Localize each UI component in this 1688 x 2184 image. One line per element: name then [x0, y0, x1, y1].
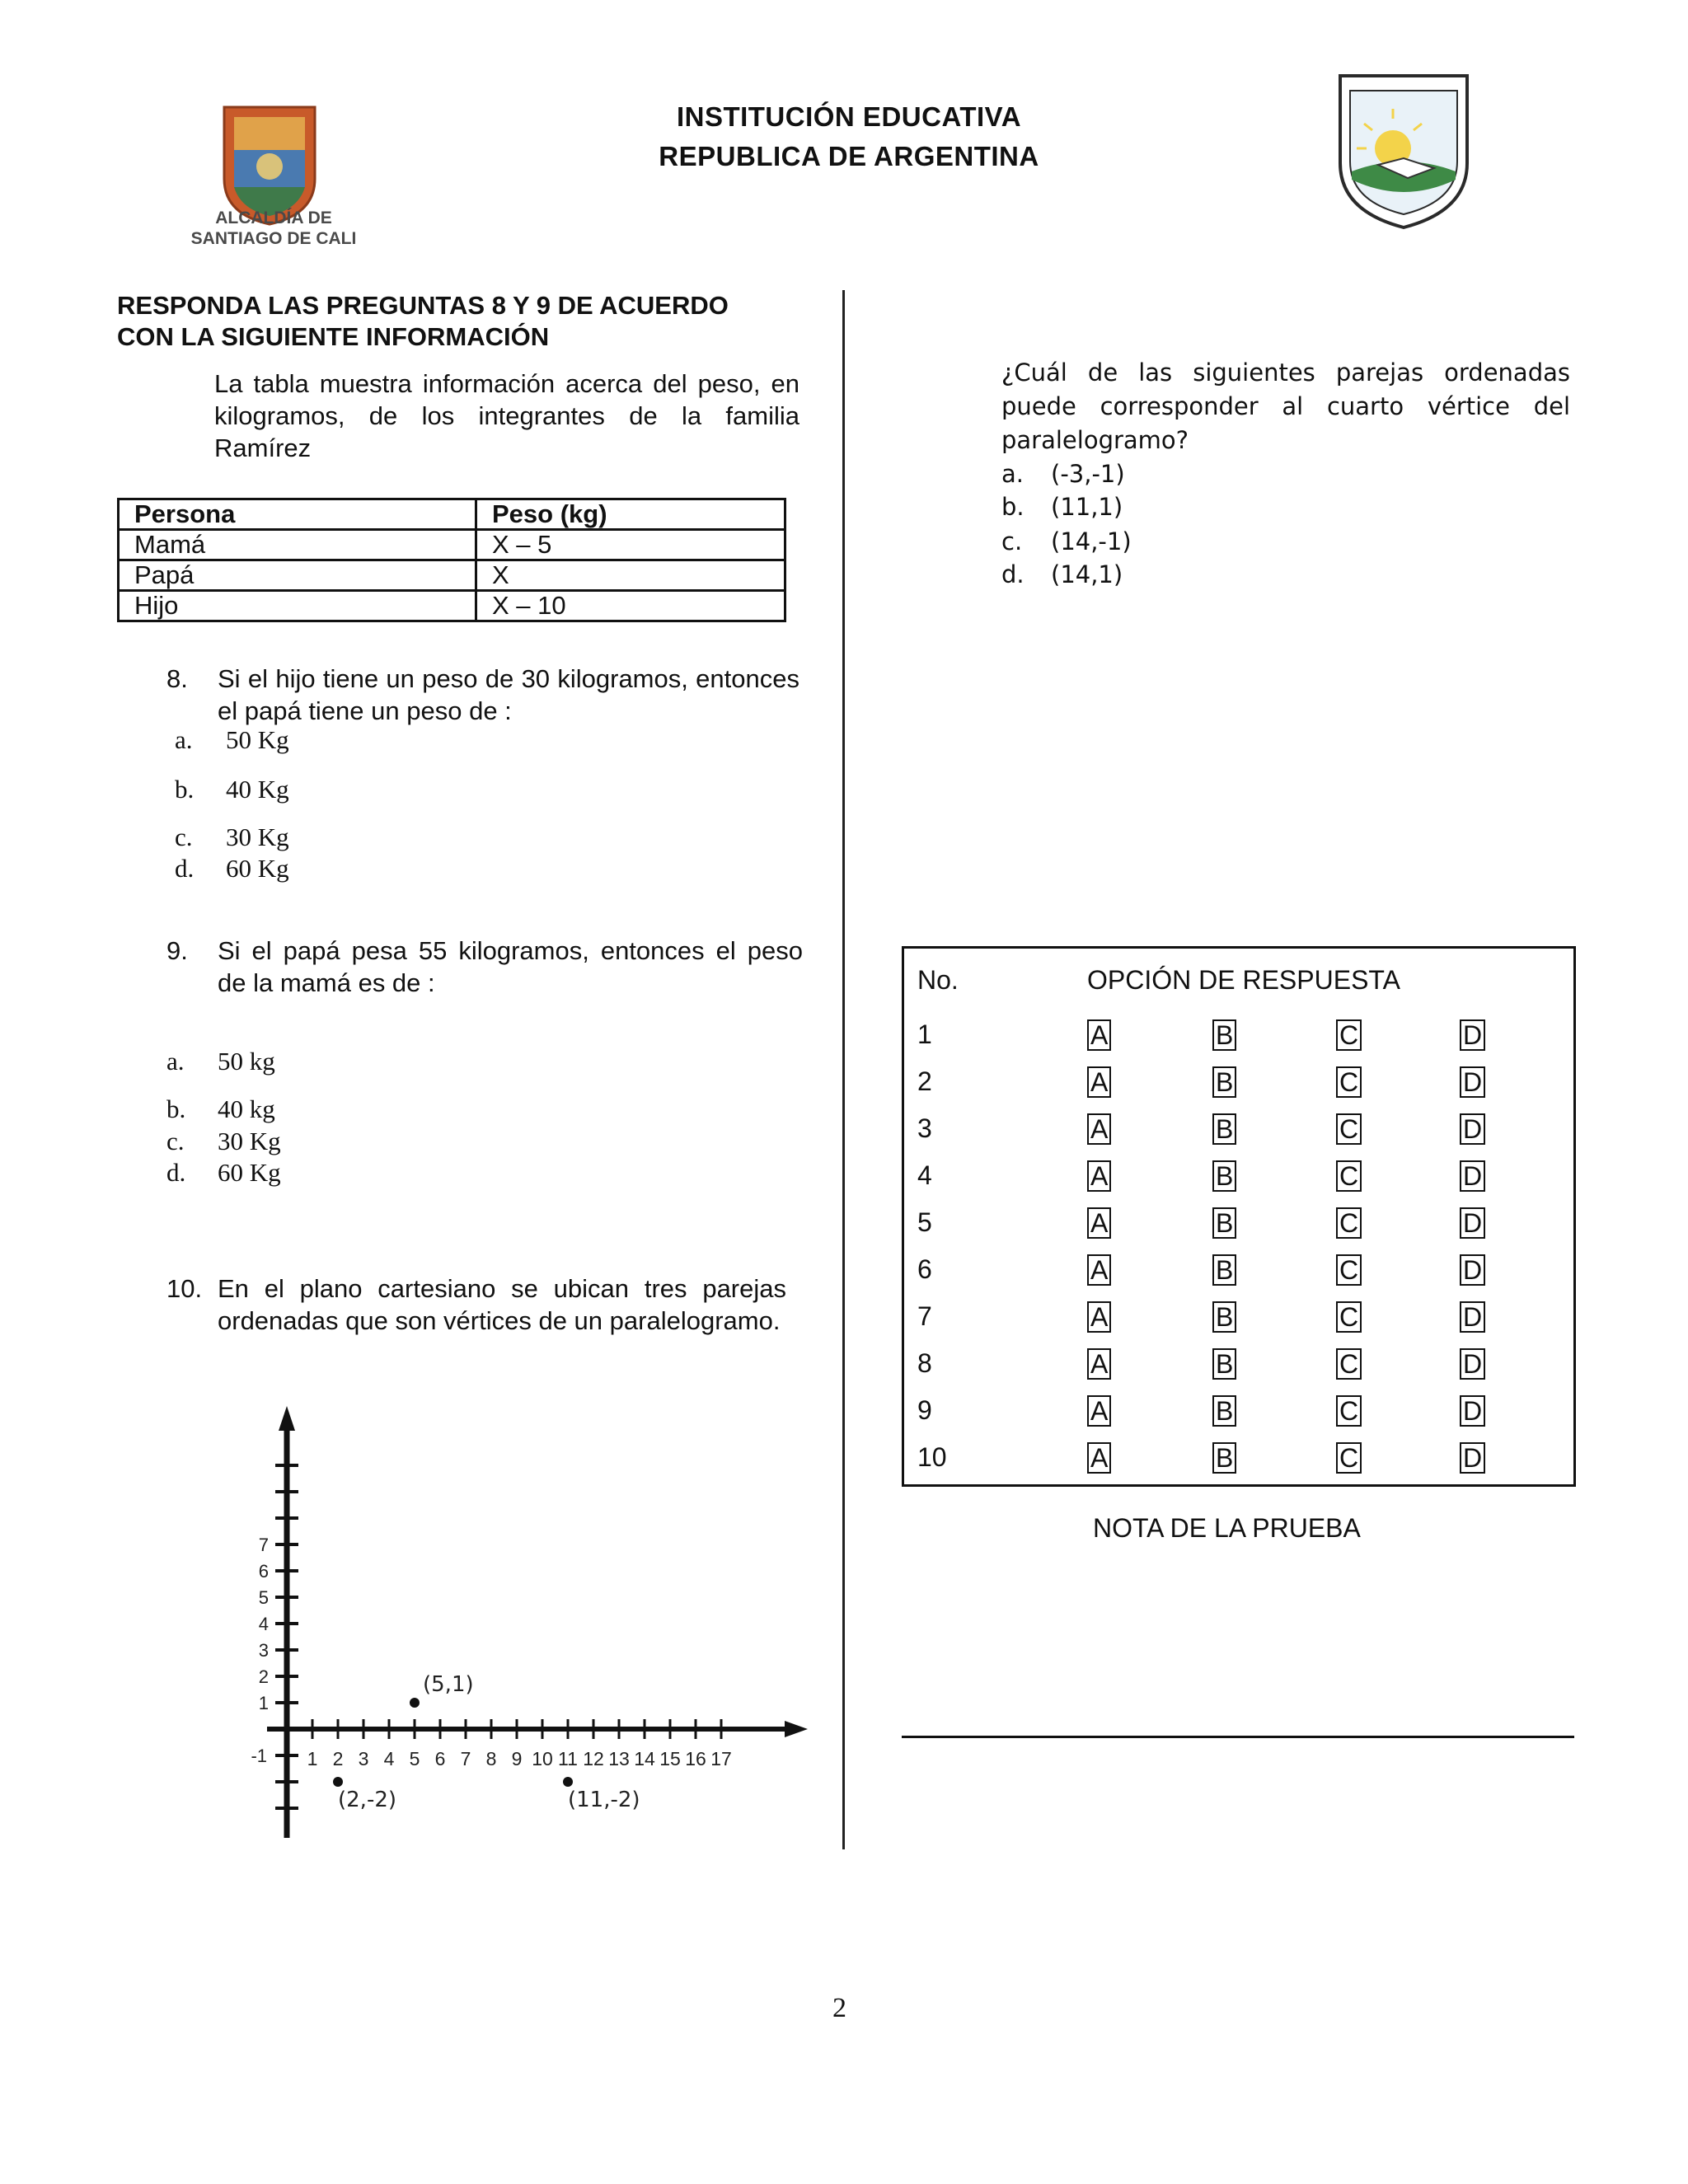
answer-choice-d[interactable]: D [1460, 1301, 1485, 1333]
option-9b[interactable] [166, 1094, 275, 1124]
question-number: 9. [166, 936, 188, 965]
answer-choice-d[interactable]: D [1460, 1207, 1485, 1239]
data-points [333, 1672, 640, 1812]
answer-choice-c[interactable]: C [1336, 1442, 1362, 1474]
option-10c[interactable] [1001, 527, 1132, 555]
x-tick-label: 7 [460, 1748, 471, 1769]
answer-row-number: 6 [917, 1254, 932, 1284]
column-header-options: OPCIÓN DE RESPUESTA [1087, 965, 1400, 995]
answer-choice-a[interactable]: A [1087, 1113, 1111, 1145]
option-text: 30 Kg [218, 1127, 281, 1155]
grade-line [902, 1736, 1574, 1738]
answer-row-number: 7 [917, 1301, 932, 1331]
answer-choice-b[interactable]: B [1212, 1207, 1236, 1239]
option-10d[interactable] [1001, 560, 1123, 588]
answer-choice-b[interactable]: B [1212, 1113, 1236, 1145]
answer-choice-c[interactable]: C [1336, 1301, 1362, 1333]
answer-choice-b[interactable]: B [1212, 1160, 1236, 1192]
answer-choice-d[interactable]: D [1460, 1160, 1485, 1192]
answer-choice-a[interactable]: A [1087, 1442, 1111, 1474]
answer-choice-a[interactable]: A [1087, 1019, 1111, 1051]
answer-choice-c[interactable]: C [1336, 1019, 1362, 1051]
table-cell: X [476, 560, 785, 591]
answer-choice-d[interactable]: D [1460, 1019, 1485, 1051]
option-letter: c. [175, 823, 193, 851]
question-number: 10. [166, 1274, 203, 1303]
answer-row-number: 2 [917, 1066, 932, 1096]
option-letter: b. [1001, 493, 1025, 521]
option-text: 30 Kg [226, 823, 289, 851]
option-text: 60 Kg [226, 854, 289, 883]
option-text: (14,-1) [1051, 527, 1132, 555]
table-header-cell: Persona [119, 499, 476, 530]
x-tick-label: 6 [434, 1748, 446, 1769]
axes [267, 1406, 808, 1838]
option-text: (14,1) [1051, 560, 1123, 588]
x-tick-label: 4 [383, 1748, 395, 1769]
y-tick-label: 6 [258, 1561, 269, 1582]
weight-table [117, 498, 786, 622]
answer-choice-a[interactable]: A [1087, 1207, 1111, 1239]
option-9a[interactable] [166, 1047, 275, 1076]
option-text: (11,1) [1051, 493, 1123, 521]
data-point-label: (2,-2) [338, 1788, 397, 1812]
answer-choice-c[interactable]: C [1336, 1160, 1362, 1192]
answer-choice-c[interactable]: C [1336, 1395, 1362, 1427]
y-tick-label: 4 [258, 1614, 269, 1634]
data-point [563, 1777, 573, 1787]
x-tick-label: 13 [608, 1748, 630, 1769]
y-axis-arrow [279, 1406, 295, 1431]
option-letter: c. [166, 1127, 185, 1155]
answer-sheet [902, 946, 1576, 1487]
x-tick-label: 9 [511, 1748, 523, 1769]
option-letter: d. [166, 1158, 186, 1187]
option-text: 40 kg [218, 1094, 275, 1123]
x-tick-label: 2 [332, 1748, 344, 1769]
question-text: Si el hijo tiene un peso de 30 kilogramos, entonces el papá tiene un peso de : [218, 664, 799, 725]
y-tick-label: 2 [258, 1666, 269, 1687]
table-row [119, 530, 785, 560]
answer-choice-d[interactable]: D [1460, 1113, 1485, 1145]
option-letter: d. [1001, 560, 1025, 588]
answer-row-number: 4 [917, 1160, 932, 1190]
answer-choice-a[interactable]: A [1087, 1348, 1111, 1380]
option-letter: b. [166, 1094, 186, 1123]
option-letter: a. [166, 1047, 185, 1076]
y-tick-label: 3 [258, 1640, 269, 1661]
x-tick-label: 11 [558, 1748, 578, 1769]
answer-choice-a[interactable]: A [1087, 1254, 1111, 1286]
title-line1: INSTITUCIÓN EDUCATIVA [676, 101, 1022, 132]
x-tick-label: 3 [358, 1748, 369, 1769]
table-header-cell: Peso (kg) [476, 499, 785, 530]
intro-paragraph: La tabla muestra información acerca del peso, en kilogramos, de los integrantes de la familia Ramírez [214, 369, 799, 462]
option-letter: d. [175, 854, 195, 883]
x-tick-label: 8 [485, 1748, 497, 1769]
answer-choice-c[interactable]: C [1336, 1254, 1362, 1286]
question-number: 8. [166, 664, 188, 693]
answer-choice-a[interactable]: A [1087, 1066, 1111, 1098]
x-tick-label: 15 [659, 1748, 681, 1769]
y-tick-label: 5 [258, 1587, 269, 1608]
option-9d[interactable] [166, 1158, 281, 1188]
x-tick-label: 5 [409, 1748, 420, 1769]
y-tick-label: 1 [258, 1693, 269, 1713]
question-text: Si el papá pesa 55 kilogramos, entonces el peso de la mamá es de : [218, 936, 803, 997]
institution-title [593, 97, 1104, 176]
answer-choice-b[interactable]: B [1212, 1254, 1236, 1286]
answer-choice-b[interactable]: B [1212, 1442, 1236, 1474]
answer-choice-c[interactable]: C [1336, 1066, 1362, 1098]
x-tick-label: 14 [634, 1748, 655, 1769]
option-letter: a. [175, 725, 193, 754]
table-row [119, 560, 785, 591]
table-cell: Mamá [119, 530, 476, 560]
option-8c[interactable] [175, 823, 289, 852]
y-tick-label: 7 [258, 1535, 269, 1555]
option-text: 50 Kg [226, 725, 289, 754]
option-10a[interactable] [1001, 460, 1125, 488]
option-letter: b. [175, 775, 195, 804]
answer-choice-d[interactable]: D [1460, 1348, 1485, 1380]
answer-choice-d[interactable]: D [1460, 1395, 1485, 1427]
answer-row-number: 5 [917, 1207, 932, 1237]
table-cell: Hijo [119, 591, 476, 621]
column-divider [842, 290, 845, 1849]
option-text: 60 Kg [218, 1158, 281, 1187]
option-letter: c. [1001, 527, 1023, 555]
answer-choice-d[interactable]: D [1460, 1442, 1485, 1474]
option-text: (-3,-1) [1051, 460, 1125, 488]
column-header-no: No. [917, 965, 959, 995]
answer-choice-a[interactable]: A [1087, 1395, 1111, 1427]
option-9c[interactable] [166, 1127, 281, 1156]
answer-choice-c[interactable]: C [1336, 1207, 1362, 1239]
x-tick-label: 12 [583, 1748, 604, 1769]
section-heading [117, 290, 803, 353]
data-point [410, 1698, 420, 1708]
x-tick-label: 16 [685, 1748, 706, 1769]
answer-choice-b[interactable]: B [1212, 1348, 1236, 1380]
answer-choice-b[interactable]: B [1212, 1019, 1236, 1051]
answer-choice-b[interactable]: B [1212, 1301, 1236, 1333]
option-8b[interactable] [175, 775, 289, 804]
data-point-label: (11,-2) [568, 1788, 640, 1812]
alcaldia-logo [175, 101, 373, 257]
answer-row-number: 3 [917, 1113, 932, 1143]
answer-choice-c[interactable]: C [1336, 1113, 1362, 1145]
option-text: 40 Kg [226, 775, 289, 804]
x-tick-label: 1 [307, 1748, 318, 1769]
table-cell: X – 10 [476, 591, 785, 621]
answer-row-number: 9 [917, 1395, 932, 1425]
answer-row-number: 1 [917, 1019, 932, 1049]
answer-choice-d[interactable]: D [1460, 1254, 1485, 1286]
heading-line2: CON LA SIGUIENTE INFORMACIÓN [117, 322, 550, 351]
answer-choice-c[interactable]: C [1336, 1348, 1362, 1380]
title-line2: REPUBLICA DE ARGENTINA [659, 141, 1039, 171]
option-10b[interactable] [1001, 493, 1123, 521]
school-crest [1335, 73, 1472, 231]
q10-question-continued: ¿Cuál de las siguientes parejas ordenadas puede corresponder al cuarto vértice del paralelogramo? [1001, 359, 1570, 454]
option-letter: a. [1001, 460, 1024, 488]
cartesian-plane [231, 1401, 824, 1854]
x-tick-label: 17 [710, 1748, 732, 1769]
answer-choice-a[interactable]: A [1087, 1301, 1111, 1333]
answer-choice-d[interactable]: D [1460, 1066, 1485, 1098]
data-point-label: (5,1) [423, 1672, 474, 1697]
option-8d[interactable] [175, 854, 289, 883]
test-grade-label: NOTA DE LA PRUEBA [1093, 1513, 1361, 1543]
logo-text-line1: ALCALDÍA DE [215, 209, 332, 227]
heading-line1: RESPONDA LAS PREGUNTAS 8 Y 9 DE ACUERDO [117, 291, 729, 320]
page-number: 2 [832, 1993, 846, 2023]
answer-row-number: 8 [917, 1348, 932, 1378]
answer-row-number: 10 [917, 1442, 947, 1472]
table-header-row [119, 499, 785, 530]
answer-choice-b[interactable]: B [1212, 1395, 1236, 1427]
table-cell: Papá [119, 560, 476, 591]
question-text: En el plano cartesiano se ubican tres parejas ordenadas que son vértices de un paralelogramo. [218, 1274, 786, 1335]
data-point [333, 1777, 343, 1787]
x-tick-label: 10 [532, 1748, 553, 1769]
table-cell: X – 5 [476, 530, 785, 560]
option-8a[interactable] [175, 725, 289, 755]
logo-text-line2: SANTIAGO DE CALI [190, 229, 357, 248]
axis-ticks [251, 1465, 731, 1808]
option-text: 50 kg [218, 1047, 275, 1076]
table-row [119, 591, 785, 621]
answer-choice-b[interactable]: B [1212, 1066, 1236, 1098]
x-axis-arrow [785, 1721, 808, 1737]
answer-choice-a[interactable]: A [1087, 1160, 1111, 1192]
y-tick-label: -1 [251, 1746, 267, 1766]
